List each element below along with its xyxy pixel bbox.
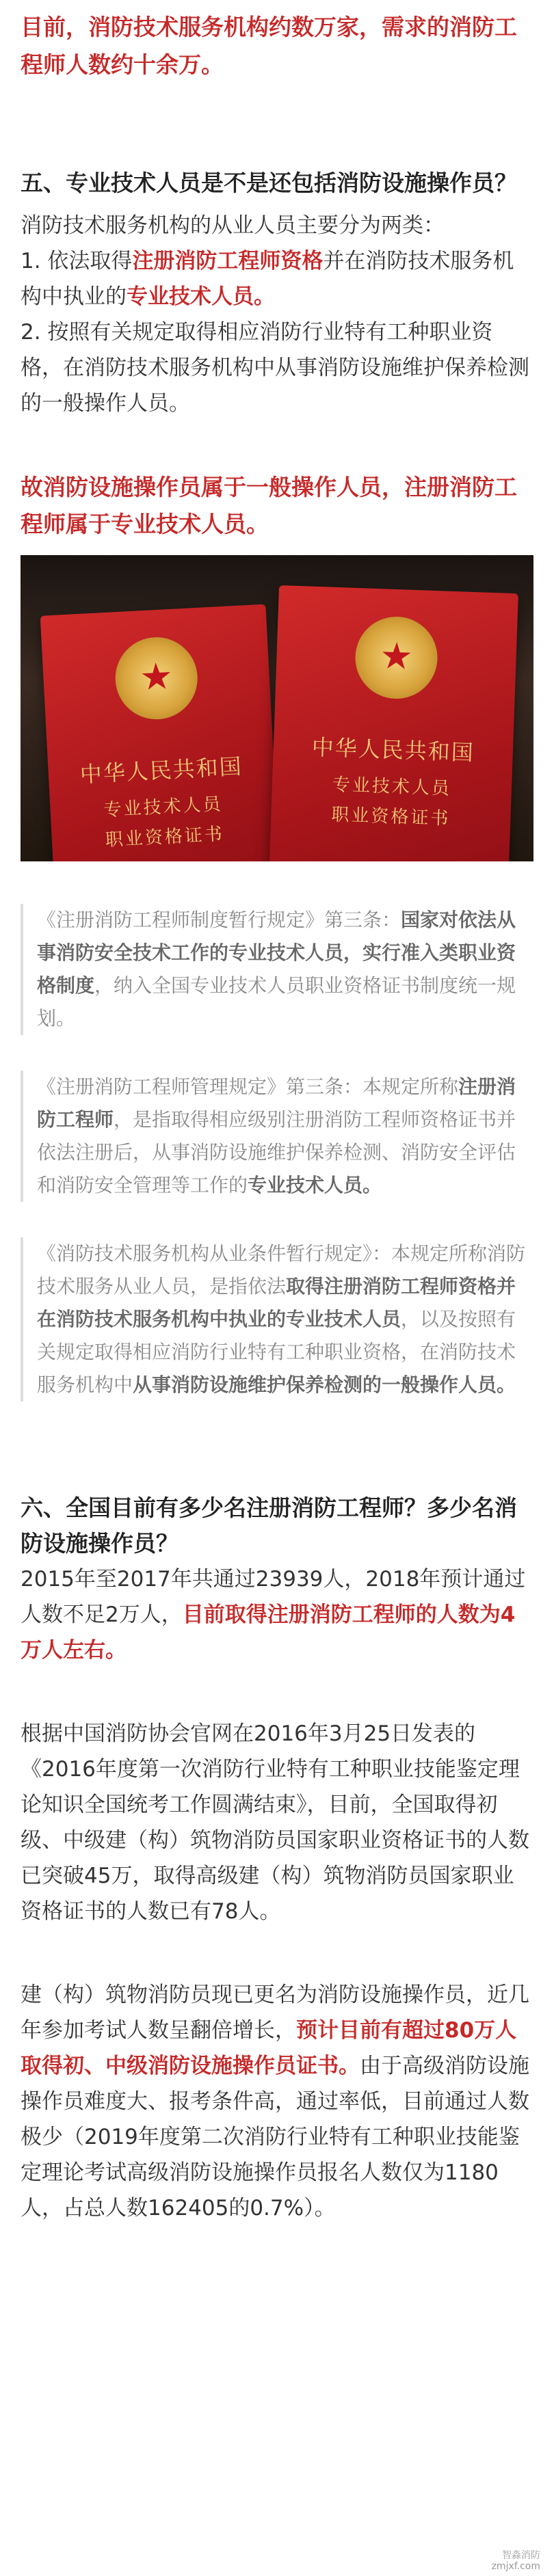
section6-p1-a: 2015年至2017年共通过23939人，2018年预计通过人数不足2万人， [21,1567,526,1627]
quote2-a: 《注册消防工程师管理规定》第三条：本规定所称 [37,1075,459,1098]
section5-item1 [21,243,533,314]
certificate-book-left [40,604,282,861]
item1-highlight-1: 注册消防工程师资格 [132,249,324,273]
cert-line2-text: 专业技术人员 [103,794,224,821]
section6-p1 [21,1561,533,1668]
section6-p3-highlight: 预计目前有超过80万人取得初、中级消防设施操作员证书。 [21,2018,517,2078]
item1-text-a: 1. 依法取得 [21,249,133,273]
watermark-line1: 智淼消防 [502,2550,540,2561]
certificate-photo [21,555,533,861]
cert-country-text: 中华人民共和国 [311,734,475,766]
quote1-c: ，纳入全国专业技术人员职业资格证书制度统一规划。 [37,974,516,1030]
item1-text-b: 并在消防技术服务机构中执业的 [21,249,514,309]
quote3-b: 取得注册消防工程师资格并在消防技术服务机构中执业的专业技术人员 [37,1275,516,1330]
watermark-logo [492,2550,540,2572]
quote-1 [21,904,531,1035]
quote3-d: 从事消防设施维护保养检测的一般操作人员。 [133,1373,516,1396]
intro-paragraph: 目前，消防技术服务机构约数万家，需求的消防工程师人数约十余万。 [21,14,517,78]
national-emblem-icon [114,635,200,721]
section5-p1: 消防技术服务机构的从业人员主要分为两类： [21,213,445,238]
cert-country-text: 中华人民共和国 [79,753,243,788]
quote1-a: 《注册消防工程师制度暂行规定》第三条： [37,909,401,931]
watermark-line2: zmjxf.com [491,2561,540,2572]
section6-p2: 根据中国消防协会官网在2016年3月25日发表的《2016年度第一次消防行业特有工种职业技能鉴定理论知识全国统考工作圆满结束》，目前，全国取得初级、中级建（构）筑物消防员国家职业资格证书的人数已突破45万，取得高级建（构）筑物消防员国家职业资格证书的人数已有78人。 [21,1721,529,1924]
cert-line3-text: 职业资格证书 [330,804,451,829]
section6-p3-a: 建（构）筑物消防员现已更名为消防设施操作员，近几年参加考试人数呈翻倍增长， [21,1983,529,2043]
quote3-a: 《消防技术服务机构从业条件暂行规定》：本规定所称消防技术服务从业人员，是指依法 [37,1242,526,1298]
quote2-d: 专业技术人员。 [248,1174,382,1196]
cert-line3-text: 职业资格证书 [105,824,225,851]
section5-conclusion: 故消防设施操作员属于一般操作人员，注册消防工程师属于专业技术人员。 [21,474,517,537]
section6-p3 [21,1977,533,2226]
section6-p1-highlight: 目前取得注册消防工程师的人数为4万人左右。 [21,1602,516,1663]
quote-2 [21,1071,531,1202]
quote2-c: ，是指取得相应级别注册消防工程师资格证书并依法注册后，从事消防设施维护保养检测、消防安全评估和消防安全管理等工作的 [37,1108,516,1196]
section5-heading: 五、专业技术人员是不是还包括消防设施操作员？ [21,170,517,196]
section6-heading: 六、全国目前有多少名注册消防工程师？多少名消防设施操作员？ [21,1494,517,1557]
quote-3 [21,1237,531,1401]
cert-line2-text: 专业技术人员 [332,774,452,799]
item1-highlight-2: 专业技术人员。 [127,284,275,309]
national-emblem-icon [354,615,438,700]
quote1-b: 国家对依法从事消防安全技术工作的专业技术人员，实行准入类职业资格制度 [37,909,516,997]
section6-p3-b: 由于高级消防设施操作员难度大、报考条件高，通过率低，目前通过人数极少（2019年度第二次消防行业特有工种职业技能鉴定理论考试高级消防设施操作员报名人数仅为1180人，占总人数162405的0.7%）。 [21,2054,529,2221]
quote3-c: ，以及按照有关规定取得相应消防行业特有工种职业资格，在消防技术服务机构中 [37,1308,516,1396]
article [21,0,533,2226]
section5-item2: 2. 按照有关规定取得相应消防行业特有工种职业资格，在消防技术服务机构中从事消防设施维护保养检测的一般操作人员。 [21,320,529,416]
certificate-book-right [268,585,518,861]
quote2-b: 注册消防工程师 [37,1075,516,1131]
spacer [21,83,533,165]
